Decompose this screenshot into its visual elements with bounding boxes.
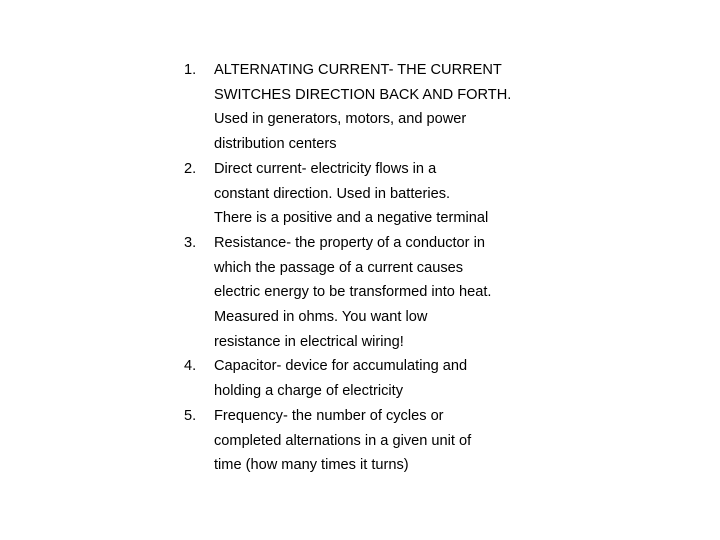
item-line: which the passage of a current causes xyxy=(214,259,464,276)
item-text xyxy=(214,157,544,231)
item-line: constant direction. Used in batteries. xyxy=(214,185,451,202)
item-line: Frequency- the number of cycles or xyxy=(214,407,444,424)
item-number: 1. xyxy=(184,62,197,78)
item-number: 2. xyxy=(184,160,197,177)
item-line: Capacitor- device for accumulating and xyxy=(214,358,468,375)
item-text xyxy=(214,354,544,403)
item-line: holding a charge of electricity xyxy=(214,383,404,400)
list-item xyxy=(184,157,544,231)
item-text xyxy=(214,231,544,355)
item-number: 3. xyxy=(184,234,197,251)
item-line: time (how many times it turns) xyxy=(214,457,409,474)
item-line: Used in generators, motors, and power xyxy=(214,111,467,128)
item-number: 5. xyxy=(184,407,197,424)
item-line: There is a positive and a negative terminal xyxy=(214,210,489,227)
item-line: Resistance- the property of a conductor in xyxy=(214,234,485,251)
item-line: Measured in ohms. You want low xyxy=(214,309,428,326)
list-item xyxy=(184,231,544,355)
list-item xyxy=(184,404,544,478)
item-line: Direct current- electricity flows in a xyxy=(214,160,437,177)
definitions-list xyxy=(184,58,544,478)
item-text xyxy=(214,404,544,478)
list-item xyxy=(184,354,544,403)
item-line: distribution centers xyxy=(214,136,337,153)
item-text xyxy=(214,58,544,157)
list-item xyxy=(184,58,544,157)
item-number: 4. xyxy=(184,358,197,375)
item-line: completed alternations in a given unit of xyxy=(214,432,472,449)
item-line: ALTERNATING CURRENT- THE CURRENT xyxy=(214,62,502,78)
item-line: electric energy to be transformed into heat. xyxy=(214,284,492,301)
item-line: SWITCHES DIRECTION BACK AND FORTH. xyxy=(214,86,512,103)
item-line: resistance in electrical wiring! xyxy=(214,333,404,350)
